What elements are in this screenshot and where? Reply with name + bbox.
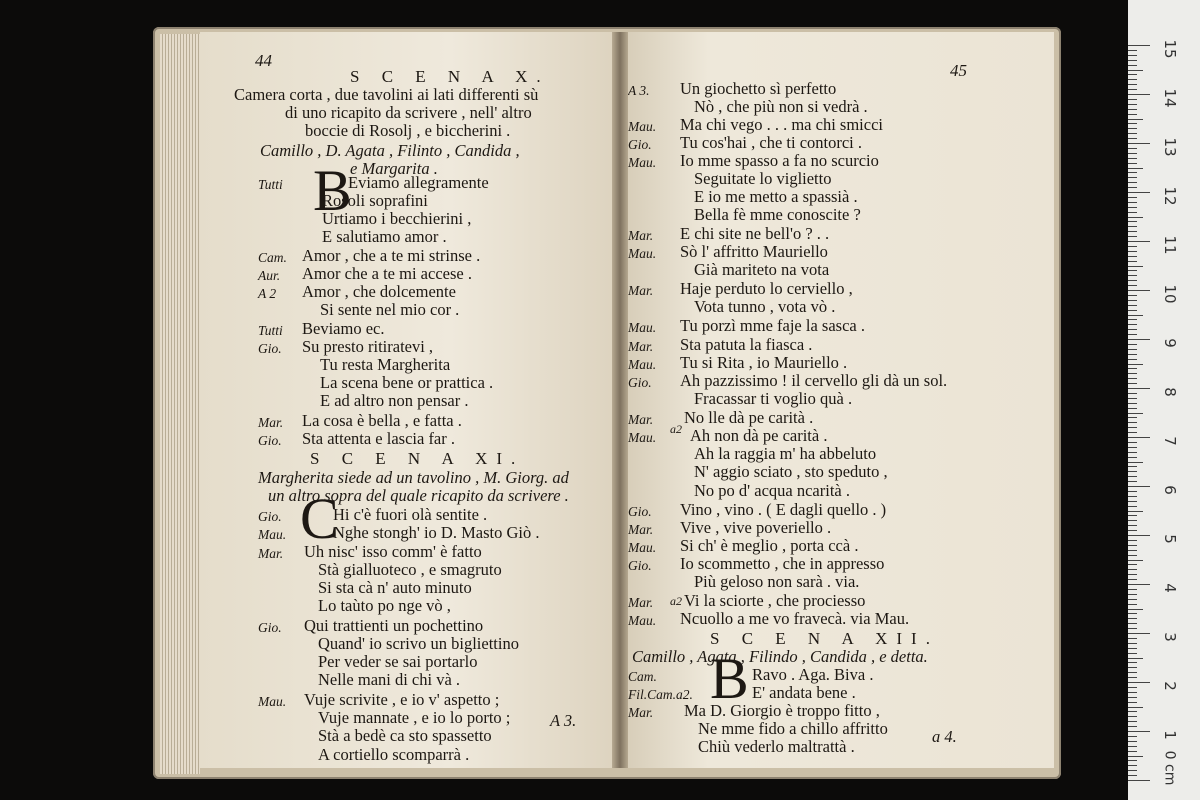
ruler-tick [1128, 261, 1137, 262]
page-edges [160, 34, 200, 774]
ruler-tick [1128, 408, 1137, 409]
ruler-tick [1128, 319, 1137, 320]
stage-direction: Camillo , Agata , Filindo , Candida , e detta. [632, 647, 928, 666]
verse-line: Già mariteto na vota [694, 260, 830, 279]
ruler-tick [1128, 697, 1137, 698]
speaker-label: Gio. [258, 433, 282, 448]
verse-line: Io scommetto , che in appresso [680, 554, 885, 573]
ruler-tick [1128, 770, 1137, 771]
stage-direction: Margherita siede ad un tavolino , M. Giorg. ad [258, 468, 569, 487]
ruler-tick [1128, 609, 1143, 610]
ruler-tick [1128, 119, 1143, 120]
ruler-tick [1128, 158, 1137, 159]
ruler-tick [1128, 148, 1137, 149]
ruler-number: 14 [1161, 88, 1179, 108]
speaker-label: Gio. [258, 509, 282, 524]
verse-line: Tu si Rita , io Mauriello . [680, 353, 848, 372]
verse-line: Fracassar ti voglio quà . [694, 389, 853, 408]
speaker-label: Mar. [628, 522, 654, 537]
ruler-tick [1128, 491, 1137, 492]
verse-line: Per veder se sai portarlo [318, 652, 478, 671]
ruler-tick [1128, 432, 1137, 433]
ruler-tick [1128, 692, 1137, 693]
ruler-tick [1128, 212, 1137, 213]
verse-line: Urtiamo i becchierini , [322, 209, 472, 228]
ruler-tick [1128, 128, 1137, 129]
ruler-tick [1128, 515, 1137, 516]
ruler-tick [1128, 339, 1150, 340]
ruler-tick [1128, 153, 1137, 154]
ruler-tick [1128, 638, 1137, 639]
speaker-label: Mar. [628, 228, 654, 243]
ruler-tick [1128, 471, 1137, 472]
verse-line: E' andata bene . [752, 683, 856, 702]
ruler-tick [1128, 182, 1137, 183]
ruler-tick [1128, 775, 1137, 776]
ruler-tick [1128, 589, 1137, 590]
drop-capital: B [313, 158, 352, 223]
speaker-label: Tutti [258, 323, 283, 338]
ruler-tick [1128, 756, 1143, 757]
ruler-tick [1128, 643, 1137, 644]
ruler-tick [1128, 667, 1137, 668]
ruler-tick [1128, 354, 1137, 355]
ruler-tick [1128, 70, 1143, 71]
speaker-label: Cam. [258, 250, 287, 265]
verse-line: Vota tunno , vota vò . [694, 297, 836, 316]
verse-line: Su presto ritiratevi , [302, 337, 434, 356]
ruler-tick [1128, 388, 1150, 389]
ruler-tick [1128, 427, 1137, 428]
ruler-tick [1128, 466, 1137, 467]
ruler-tick [1128, 702, 1137, 703]
speaker-label: Mau. [628, 357, 657, 372]
verse-line: Beviamo ec. [302, 319, 385, 338]
ruler-tick [1128, 177, 1137, 178]
stage-direction: un altro sopra del quale ricapito da scrivere . [268, 486, 569, 505]
verse-line: Seguitate lo viglietto [694, 169, 832, 188]
ruler-tick [1128, 221, 1137, 222]
ruler-tick [1128, 579, 1137, 580]
ruler-tick [1128, 266, 1143, 267]
speaker-label: Fil.Cam.a2. [628, 687, 693, 702]
scene-heading: S C E N A XII. [710, 629, 939, 648]
verse-line: Io mme spasso a fa no scurcio [680, 151, 879, 170]
speaker-label: Gio. [258, 341, 282, 356]
speaker-label: Mar. [628, 283, 654, 298]
ruler-tick [1128, 726, 1137, 727]
ruler-tick [1128, 716, 1137, 717]
ruler-tick [1128, 520, 1137, 521]
verse-line: Si ch' è meglio , porta ccà . [680, 536, 859, 555]
ruler-tick [1128, 270, 1137, 271]
verse-line: Sta attenta e lascia far . [302, 429, 456, 448]
stage-direction: Camera corta , due tavolini ai lati differenti sù [234, 85, 539, 104]
ruler-tick [1128, 114, 1137, 115]
ruler-tick [1128, 368, 1137, 369]
scene-heading: S C E N A XI. [310, 449, 525, 468]
ruler-tick [1128, 172, 1137, 173]
ruler-tick [1128, 569, 1137, 570]
speaker-label: Mar. [628, 705, 654, 720]
ruler-number: 1 [1161, 730, 1179, 740]
ruler-tick [1128, 168, 1143, 169]
verse-line: Bella fè mme conoscite ? [694, 205, 861, 224]
speaker-label: Mar. [258, 415, 284, 430]
verse-line: E salutiamo amor . [322, 227, 447, 246]
left-page [200, 32, 618, 768]
ruler-tick [1128, 741, 1137, 742]
ruler-tick [1128, 648, 1137, 649]
page-number: 44 [255, 51, 272, 70]
ruler-tick [1128, 275, 1137, 276]
ruler-tick [1128, 760, 1137, 761]
ruler-tick [1128, 192, 1150, 193]
verse-line: Qui trattienti un pochettino [304, 616, 484, 635]
ruler-tick [1128, 530, 1137, 531]
verse-line: Sò l' affritto Mauriello [680, 242, 828, 261]
ruler-tick [1128, 133, 1137, 134]
ruler-number: 5 [1161, 534, 1179, 544]
ruler-tick [1128, 94, 1150, 95]
verse-line: A cortiello scomparrà . [318, 745, 470, 764]
ruler-tick [1128, 501, 1137, 502]
ruler-tick [1128, 417, 1137, 418]
ruler-tick [1128, 60, 1137, 61]
ruler-tick [1128, 437, 1150, 438]
ruler-tick [1128, 359, 1137, 360]
ruler-tick [1128, 506, 1137, 507]
ruler-tick [1128, 604, 1137, 605]
ruler-tick [1128, 564, 1137, 565]
ruler-tick [1128, 65, 1137, 66]
ruler-tick [1128, 623, 1137, 624]
verse-line: Si sente nel mio cor . [320, 300, 460, 319]
ruler-tick [1128, 457, 1137, 458]
ruler-tick [1128, 398, 1137, 399]
ruler-tick [1128, 628, 1137, 629]
ruler-tick [1128, 672, 1137, 673]
verse-line: N' aggio sciato , sto speduto , [694, 462, 888, 481]
ruler-tick [1128, 525, 1137, 526]
ruler-tick [1128, 413, 1143, 414]
ruler-tick [1128, 217, 1143, 218]
ruler-tick [1128, 74, 1137, 75]
ruler-tick [1128, 79, 1137, 80]
speaker-label: Mar. [628, 412, 654, 427]
ruler-tick [1128, 476, 1137, 477]
catchword: A 3. [550, 711, 577, 730]
ruler-tick [1128, 422, 1137, 423]
speaker-label: Gio. [628, 504, 652, 519]
ruler-tick [1128, 711, 1137, 712]
ruler-tick [1128, 560, 1143, 561]
ruler-number: 6 [1161, 485, 1179, 495]
ruler-tick [1128, 682, 1150, 683]
speaker-label: Mau. [628, 540, 657, 555]
speaker-label: Mar. [628, 595, 654, 610]
ruler-tick [1128, 300, 1137, 301]
ruler-tick [1128, 731, 1150, 732]
speaker-label: Mau. [628, 320, 657, 335]
verse-line: Amor che a te mi accese . [302, 264, 472, 283]
ruler-tick [1128, 736, 1137, 737]
verse-line: Vuje mannate , e io lo porto ; [318, 708, 511, 727]
ruler-tick [1128, 84, 1137, 85]
speaker-label: Mar. [628, 339, 654, 354]
ruler-number: 11 [1161, 235, 1179, 255]
ruler-tick [1128, 123, 1137, 124]
ruler-tick [1128, 207, 1137, 208]
ruler-tick [1128, 349, 1137, 350]
scene-heading: S C E N A X. [350, 67, 550, 86]
verse-line: Amor , che a te mi strinse . [302, 246, 481, 265]
ruler-tick [1128, 236, 1137, 237]
ruler-tick [1128, 486, 1150, 487]
verse-line: Ne mme fido a chillo affritto [698, 719, 888, 738]
verse-line: Chiù vederlo maltrattà . [698, 737, 855, 756]
verse-line: Rosoli soprafini [322, 191, 428, 210]
ruler-tick [1128, 109, 1137, 110]
ruler-tick [1128, 104, 1137, 105]
ruler-tick [1128, 246, 1137, 247]
ruler-number: 8 [1161, 387, 1179, 397]
ruler-tick [1128, 197, 1137, 198]
ruler-tick [1128, 452, 1137, 453]
ruler-tick [1128, 202, 1137, 203]
ruler-tick [1128, 99, 1137, 100]
ruler-number: 12 [1161, 186, 1179, 206]
ruler-tick [1128, 550, 1137, 551]
ruler-tick [1128, 305, 1137, 306]
stage-direction: di uno ricapito da scrivere , nell' altro [285, 103, 532, 122]
verse-line: Si sta cà n' auto minuto [318, 578, 472, 597]
stage-direction: e Margarita . [350, 159, 438, 178]
verse-line: E io me metto a spassià . [694, 187, 858, 206]
verse-line: No po d' acqua ncarità . [694, 481, 850, 500]
verse-line: Tu resta Margherita [320, 355, 451, 374]
ruler-tick [1128, 594, 1137, 595]
ruler-tick [1128, 780, 1150, 781]
ruler-tick [1128, 496, 1137, 497]
ruler-tick [1128, 45, 1150, 46]
a2-mark: a2 [670, 422, 682, 436]
verse-line: Ncuollo a me vo fravecà. via Mau. [680, 609, 910, 628]
verse-line: Vive , vive poveriello . [680, 518, 832, 537]
verse-line: Vino , vino . ( E dagli quello . ) [680, 500, 887, 519]
ruler-tick [1128, 481, 1137, 482]
speaker-label: Aur. [258, 268, 281, 283]
right-page [622, 32, 1054, 768]
speaker-label: Mau. [628, 430, 657, 445]
ruler-tick [1128, 373, 1137, 374]
ruler-tick [1128, 163, 1137, 164]
speaker-label: Mau. [628, 119, 657, 134]
ruler-tick [1128, 633, 1150, 634]
ruler-tick [1128, 574, 1137, 575]
ruler-tick [1128, 545, 1137, 546]
speaker-label: Mau. [628, 246, 657, 261]
speaker-label: A 2 [258, 286, 277, 301]
verse-line: E chi site ne bell'o ? . . [680, 224, 830, 243]
speaker-label: Gio. [628, 137, 652, 152]
ruler-tick [1128, 653, 1137, 654]
stage-direction: Camillo , D. Agata , Filinto , Candida , [260, 141, 520, 160]
ruler-tick [1128, 511, 1143, 512]
speaker-label: Gio. [628, 375, 652, 390]
verse-line: Più geloso non sarà . via. [694, 572, 860, 591]
ruler-tick [1128, 618, 1137, 619]
speaker-label: Gio. [258, 620, 282, 635]
speaker-label: Mar. [258, 546, 284, 561]
book-gutter [612, 32, 628, 768]
ruler-tick [1128, 324, 1137, 325]
ruler-tick [1128, 687, 1137, 688]
verse-line: Eviamo allegramente [348, 173, 489, 192]
ruler-tick [1128, 285, 1137, 286]
verse-line: Tu cos'hai , che ti contorci . [680, 133, 862, 152]
ruler-unit: 0 cm [1161, 750, 1178, 786]
drop-capital: B [710, 646, 749, 711]
verse-line: Vi la sciorte , che prociesso [684, 591, 866, 610]
verse-line: Haje perduto lo cerviello , [680, 279, 853, 298]
verse-line: Ah pazzissimo ! il cervello gli dà un sol. [680, 371, 948, 390]
ruler-tick [1128, 535, 1150, 536]
ruler-tick [1128, 251, 1137, 252]
ruler-number: 2 [1161, 681, 1179, 691]
ruler-number: 9 [1161, 338, 1179, 348]
ruler-tick [1128, 364, 1143, 365]
verse-line: Hi c'è fuori olà sentite . [333, 505, 488, 524]
ruler-tick [1128, 256, 1137, 257]
verse-line: Un giochetto sì perfetto [680, 79, 837, 98]
verse-line: Quand' io scrivo un bigliettino [318, 634, 519, 653]
speaker-label: Gio. [628, 558, 652, 573]
ruler-number: 7 [1161, 436, 1179, 446]
verse-line: Ma chi vego . . . ma chi smicci [680, 115, 883, 134]
ruler-tick [1128, 138, 1137, 139]
measurement-ruler [1128, 0, 1200, 800]
ruler-tick [1128, 295, 1137, 296]
ruler-tick [1128, 226, 1137, 227]
ruler-tick [1128, 555, 1137, 556]
verse-line: Uh nisc' isso comm' è fatto [304, 542, 482, 561]
ruler-tick [1128, 677, 1137, 678]
ruler-tick [1128, 344, 1137, 345]
ruler-tick [1128, 613, 1137, 614]
verse-line: Ah la raggia m' ha abbeluto [694, 444, 877, 463]
verse-line: Stà a bedè ca sto spassetto [318, 726, 492, 745]
ruler-tick [1128, 329, 1137, 330]
verse-line: No lle dà pe carità . [684, 408, 814, 427]
verse-line: Lo taùto po nge vò , [318, 596, 451, 615]
ruler-tick [1128, 403, 1137, 404]
verse-line: Nò , che più non si vedrà . [694, 97, 868, 116]
catchword: a 4. [932, 727, 957, 746]
ruler-tick [1128, 383, 1137, 384]
ruler-tick [1128, 241, 1150, 242]
ruler-tick [1128, 334, 1137, 335]
ruler-tick [1128, 765, 1137, 766]
ruler-tick [1128, 662, 1137, 663]
speaker-label: Tutti [258, 177, 283, 192]
speaker-label: Cam. [628, 669, 657, 684]
ruler-tick [1128, 599, 1137, 600]
ruler-tick [1128, 231, 1137, 232]
ruler-tick [1128, 540, 1137, 541]
ruler-tick [1128, 721, 1137, 722]
a2-mark: a2 [670, 594, 682, 608]
verse-line: Nelle mani di chi và . [318, 670, 461, 689]
ruler-number: 4 [1161, 583, 1179, 593]
speaker-label: Mau. [258, 694, 287, 709]
verse-line: Ravo . Aga. Biva . [752, 665, 874, 684]
verse-line: La scena bene or prattica . [320, 373, 494, 392]
ruler-tick [1128, 751, 1137, 752]
verse-line: Stà gialluoteco , e smagruto [318, 560, 502, 579]
verse-line: Vuje scrivite , e io v' aspetto ; [304, 690, 500, 709]
ruler-number: 10 [1161, 284, 1179, 304]
ruler-tick [1128, 310, 1137, 311]
ruler-tick [1128, 746, 1137, 747]
speaker-label: Mau. [628, 613, 657, 628]
ruler-tick [1128, 89, 1137, 90]
verse-line: Ah non dà pe carità . [690, 426, 828, 445]
ruler-tick [1128, 584, 1150, 585]
verse-line: E ad altro non pensar . [320, 391, 469, 410]
ruler-tick [1128, 290, 1150, 291]
verse-line: Nghe stongh' io D. Masto Giò . [333, 523, 540, 542]
ruler-tick [1128, 143, 1150, 144]
ruler-tick [1128, 378, 1137, 379]
verse-line: La cosa è bella , e fatta . [302, 411, 462, 430]
verse-line: Ma D. Giorgio è troppo fitto , [684, 701, 880, 720]
stage-direction: boccie di Rosolj , e biccherini . [305, 121, 511, 140]
speaker-label: Mau. [258, 527, 287, 542]
verse-line: Sta patuta la fiasca . [680, 335, 813, 354]
verse-line: Amor , che dolcemente [302, 282, 456, 301]
ruler-tick [1128, 187, 1137, 188]
ruler-tick [1128, 50, 1137, 51]
ruler-tick [1128, 462, 1143, 463]
speaker-label: Mau. [628, 155, 657, 170]
page-number: 45 [950, 61, 967, 80]
ruler-tick [1128, 658, 1143, 659]
ruler-tick [1128, 315, 1143, 316]
ruler-tick [1128, 447, 1137, 448]
ruler-number: 13 [1161, 137, 1179, 157]
ruler-tick [1128, 280, 1137, 281]
ruler-tick [1128, 442, 1137, 443]
drop-capital: C [300, 486, 339, 551]
ruler-tick [1128, 55, 1137, 56]
verse-line: Tu porzì mme faje la sasca . [680, 316, 865, 335]
ruler-tick [1128, 393, 1137, 394]
speaker-label: A 3. [628, 83, 650, 98]
ruler-number: 15 [1161, 39, 1179, 59]
ruler-tick [1128, 707, 1143, 708]
ruler-number: 3 [1161, 632, 1179, 642]
